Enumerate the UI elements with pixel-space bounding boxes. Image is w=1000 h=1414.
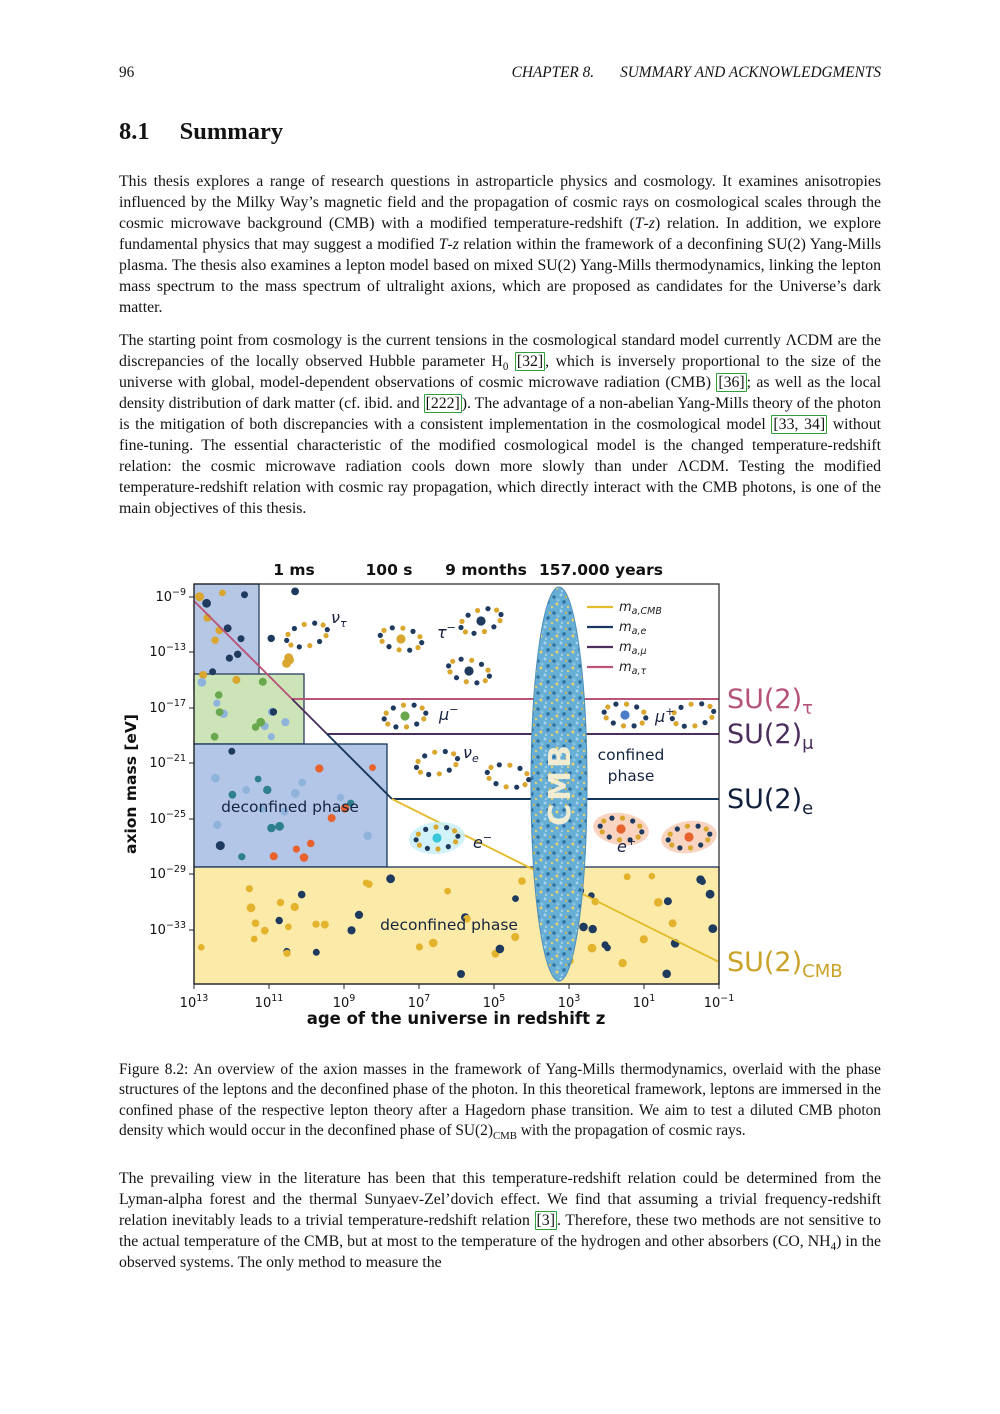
particle-ring	[414, 749, 460, 777]
particle-label: $\nu_\tau$	[331, 608, 347, 630]
y-tick-label: $10^{-25}$	[149, 809, 186, 827]
x-tick-label: $10^{13}$	[179, 993, 209, 1011]
region-label: phase	[607, 767, 655, 785]
paragraph-3: The prevailing view in the literature has been that this temperature-redshift relation could be determined from the Lyman-alpha forest and the thermal Sunyaev-Zel’dovich effect. We find that assuming a trivial frequency-redshift relation inevitably leads to a trivial temperature-redshift relation [3] . Therefore, these two methods are not sensitive to the actual temperature of the CMB, but at most to the temperature of the hydrogen and other absorbers (CO, $NH_4$) in the observed systems. The only method to measure the	[119, 1169, 881, 1271]
particle-ring	[284, 621, 330, 650]
particle-label: τ−	[437, 621, 456, 642]
x-tick-label: $10^5$	[482, 993, 506, 1011]
region-label: deconfined phase	[221, 798, 359, 816]
su2-label: $SU(2)_{CMB}$	[727, 947, 843, 982]
citation-link[interactable]: [3]	[536, 1211, 555, 1229]
particle-ring	[485, 762, 532, 790]
y-tick-label: $10^{-21}$	[149, 753, 186, 771]
particle-label: e−	[473, 831, 493, 852]
su2-label: $SU(2)_\tau$	[727, 684, 813, 719]
x-tick-label: $10^1$	[632, 993, 656, 1011]
legend	[587, 600, 662, 677]
su2-label: $SU(2)_e$	[727, 784, 814, 819]
citation-link[interactable]: [33, 34]	[773, 416, 826, 433]
paragraph-1: This thesis explores a range of research questions in astroparticle physics and cosmology. It examines anisotropies influenced by the Milky Way’s magnetic field and the propagation of cosmic rays on cosmological scales through the cosmic microwave background (CMB) with a modified temperature-redshift (T-z) relation. In addition, we explore fundamental physics that may suggest a modified T-z relation within the framework of a deconfining SU(2) Yang-Mills plasma. The thesis also examines a lepton model based on mixed SU(2) Yang-Mills thermodynamics, linking the lepton mass spectrum to the mass spectrum of ultralight axions, which are proposed as candidates for the Universe’s dark matter.	[119, 173, 881, 316]
y-tick-label: $10^{-33}$	[149, 920, 186, 938]
x-tick-label: $10^9$	[332, 993, 356, 1011]
particle-label: e+	[617, 835, 637, 856]
x-tick-label: $10^3$	[557, 993, 581, 1011]
particle-ring	[408, 820, 467, 857]
y-tick-label: $10^{-13}$	[149, 642, 186, 660]
particle-ring	[659, 817, 719, 856]
top-axis-label: 157.000 years	[539, 561, 663, 579]
chapter-label: CHAPTER 8.	[511, 64, 595, 81]
y-tick-label: $10^{-9}$	[155, 587, 186, 605]
particle-ring	[446, 657, 492, 686]
citation-link[interactable]: [222]	[425, 395, 460, 412]
citation-link[interactable]: [32]	[516, 353, 544, 370]
region-label: deconfined phase	[380, 916, 518, 934]
page-header	[119, 64, 881, 82]
particle-label: μ−	[439, 703, 459, 724]
cmb-label: CMB	[543, 742, 578, 826]
x-tick-label: $10^7$	[407, 993, 431, 1011]
y-tick-label: $10^{-17}$	[149, 698, 186, 716]
y-axis-title: axion mass [eV]	[122, 714, 140, 854]
section-title: Summary	[179, 118, 284, 145]
particle-ring	[458, 606, 503, 636]
chapter-title: SUMMARY AND ACKNOWLEDGMENTS	[620, 64, 881, 81]
x-tick-label: $10^{-1}$	[703, 993, 735, 1011]
top-axis-label: 100 s	[365, 561, 413, 579]
particle-ring	[378, 625, 425, 653]
top-axis-label: 1 ms	[273, 561, 315, 579]
legend-label: $m_{a,CMB}$	[619, 600, 662, 617]
figure-caption: Figure 8.2: An overview of the axion masses in the framework of Yang-Mills thermodynamics, overlaid with the phase structures of the leptons and the deconfined phase of the photon. In this theoretical framework, leptons are immersed in the confined phase of the respective lepton theory after a Hagedorn phase transition. We aim to test a diluted CMB photon density which would occur in the deconfined phase of $SU(2)_{CMB}$ with the propagation of cosmic rays.	[119, 1061, 881, 1143]
section-heading	[119, 118, 881, 146]
axion-mass-chart	[119, 561, 869, 1031]
particle-ring	[670, 701, 717, 729]
region-label: confined	[597, 746, 665, 764]
chapter-header	[512, 64, 881, 82]
particle-label: μ+	[655, 705, 675, 726]
x-tick-label: $10^{11}$	[254, 993, 284, 1011]
legend-label: $m_{a,\tau}$	[619, 660, 647, 677]
su2-label: $SU(2)_\mu$	[727, 719, 814, 754]
top-axis-label: 9 months	[445, 561, 527, 579]
citation-link[interactable]: [36]	[718, 374, 745, 391]
section-number: 8.1	[119, 118, 150, 145]
paragraph-2: The starting point from cosmology is the current tensions in the cosmological standard model currently ΛCDM are the discrepancies of the locally observed Hubble parameter $H_0$ [32] , which is inversely proportional to the size of the universe with global, model-dependent observations of cosmic microwave radiation (CMB) [36] ; as well as the local density distribution of dark matter (cf. ibid. and [222] ). The advantage of a non-abelian Yang-Mills theory of the photon is the mitigation of both discrepancies with a consistent implementation in the cosmological model [33, 34] without fine-tuning. The essential characteristic of the modified cosmological model is the changed temperature-redshift relation: the cosmic microwave radiation cools down more slowly than under ΛCDM. Testing the modified temperature-redshift relation with cosmic ray propagation, which directly interact with the CMB photons, is one of the main objectives of this thesis.	[119, 332, 882, 517]
x-axis-title: age of the universe in redshift z	[306, 1009, 606, 1028]
particle-label: $\nu_e$	[463, 743, 479, 765]
particle-ring	[602, 702, 649, 729]
page-number: 96	[119, 64, 135, 81]
legend-label: $m_{a,\mu}$	[619, 640, 647, 657]
particle-ring	[382, 703, 429, 730]
y-tick-label: $10^{-29}$	[149, 864, 186, 882]
legend-label: $m_{a,e}$	[619, 620, 647, 637]
figure-8-2	[119, 561, 881, 1036]
